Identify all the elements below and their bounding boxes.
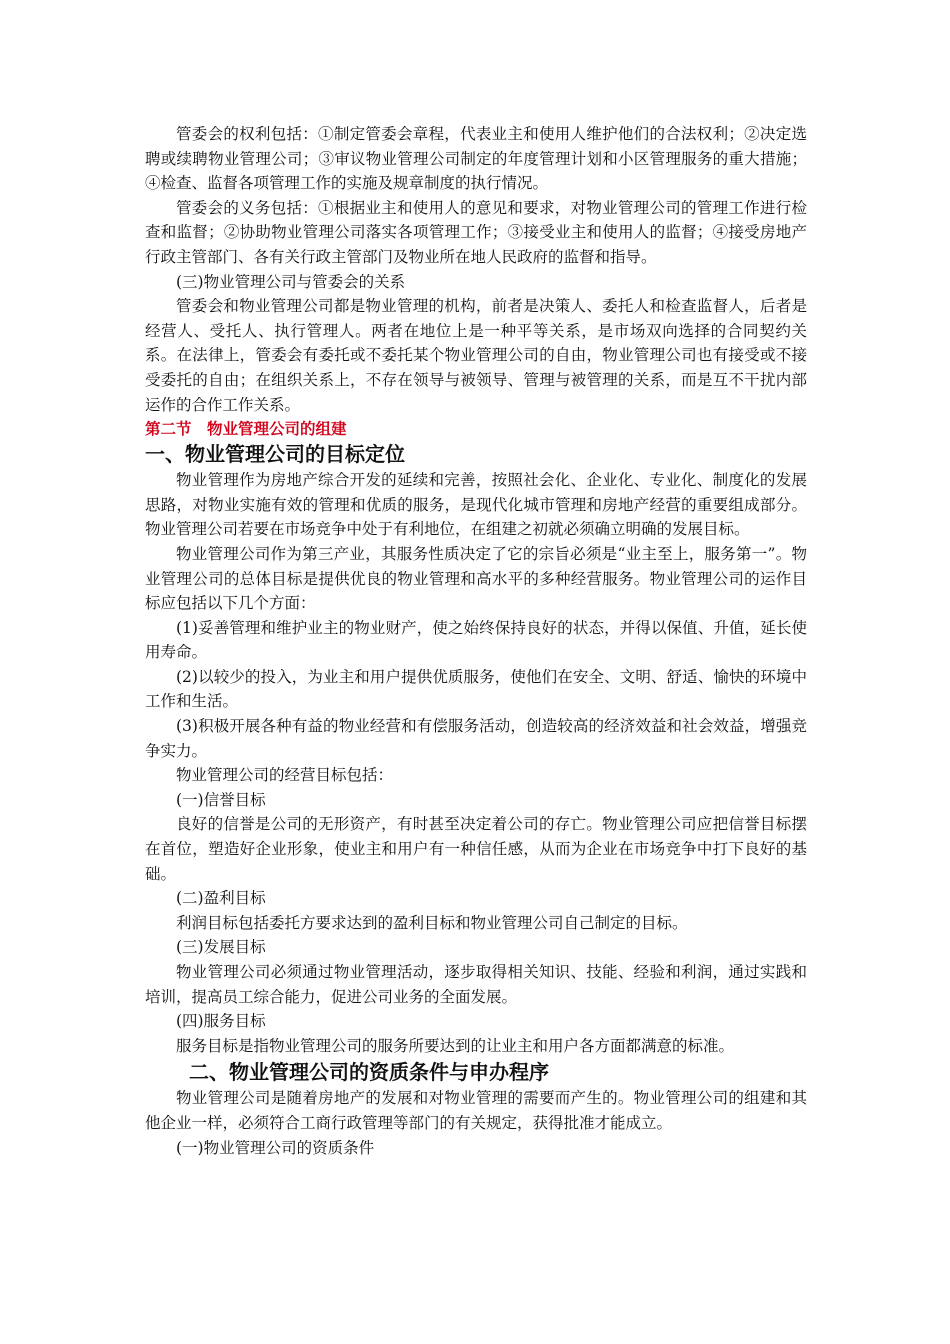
paragraph-tertiary-industry: 物业管理公司作为第三产业，其服务性质决定了它的宗旨必须是“业主至上，服务第一”。物业管理公司的总体目标是提供优良的物业管理和高水平的多种经营服务。物业管理公司的运作目标应包括以下几个方面： bbox=[145, 544, 807, 613]
list-item-2: (2)以较少的投入，为业主和用户提供优质服务，使他们在安全、文明、舒适、愉快的环境中工作和生活。 bbox=[145, 667, 807, 711]
section-heading: 第二节 物业管理公司的组建 bbox=[145, 420, 347, 439]
document-page bbox=[145, 122, 807, 1160]
paragraph-business-goals: 物业管理公司的经营目标包括： bbox=[176, 766, 394, 785]
heading-goal-positioning: 一、物业管理公司的目标定位 bbox=[145, 442, 405, 467]
paragraph-reputation: 良好的信誉是公司的无形资产，有时甚至决定着公司的存亡。物业管理公司应把信誉目标摆在首位，塑造好企业形象，使业主和用户有一种信任感，从而为企业在市场竞争中打下良好的基础。 bbox=[145, 815, 807, 883]
list-item-3: (3)积极开展各种有益的物业经营和有偿服务活动，创造较高的经济效益和社会效益，增强竞争实力。 bbox=[145, 717, 807, 760]
list-item-1: (1)妥善管理和维护业主的物业财产，使之始终保持良好的状态，并得以保值、升值，延长使用寿命。 bbox=[145, 618, 807, 662]
subheading-reputation: (一)信誉目标 bbox=[176, 790, 266, 809]
subheading-qualification-conditions: (一)物业管理公司的资质条件 bbox=[176, 1138, 375, 1157]
paragraph-goal-intro: 物业管理作为房地产综合开发的延续和完善，按照社会化、企业化、专业化、制度化的发展思路，对物业实施有效的管理和优质的服务，是现代化城市管理和房地产经营的重要组成部分。物业管理公司若要在市场竞争中处于有利地位，在组建之初就必须确立明确的发展目标。 bbox=[145, 471, 807, 539]
paragraph-committee-rights: 管委会的权利包括：①制定管委会章程，代表业主和使用人维护他们的合法权利；②决定选聘或续聘物业管理公司；③审议物业管理公司制定的年度管理计划和小区管理服务的重大措施；④检查、监督各项管理工作的实施及规章制度的执行情况。 bbox=[145, 125, 807, 193]
paragraph-service: 服务目标是指物业管理公司的服务所要达到的让业主和用户各方面都满意的标准。 bbox=[176, 1036, 735, 1055]
paragraph-committee-duties: 管委会的义务包括：①根据业主和使用人的意见和要求，对物业管理公司的管理工作进行检查和监督；②协助物业管理公司落实各项管理工作；③接受业主和使用人的监督；④接受房地产行政主管部门、各有关行政主管部门及物业所在地人民政府的监督和指导。 bbox=[145, 198, 807, 266]
paragraph-qualification-intro: 物业管理公司是随着房地产的发展和对物业管理的需要而产生的。物业管理公司的组建和其他企业一样，必须符合工商行政管理等部门的有关规定，获得批准才能成立。 bbox=[145, 1089, 807, 1132]
subheading-development: (三)发展目标 bbox=[176, 938, 266, 957]
paragraph-profit: 利润目标包括委托方要求达到的盈利目标和物业管理公司自己制定的目标。 bbox=[176, 913, 688, 932]
heading-qualification: 二、物业管理公司的资质条件与申办程序 bbox=[189, 1060, 549, 1085]
subheading-relationship: (三)物业管理公司与管委会的关系 bbox=[176, 272, 406, 291]
subheading-profit: (二)盈利目标 bbox=[176, 889, 266, 908]
paragraph-development: 物业管理公司必须通过物业管理活动，逐步取得相关知识、技能、经验和利润，通过实践和培训，提高员工综合能力，促进公司业务的全面发展。 bbox=[145, 963, 807, 1006]
paragraph-relationship: 管委会和物业管理公司都是物业管理的机构，前者是决策人、委托人和检查监督人，后者是经营人、受托人、执行管理人。两者在地位上是一种平等关系，是市场双向选择的合同契约关系。在法律上，管委会有委托或不委托某个物业管理公司的自由，物业管理公司也有接受或不接受委托的自由；在组织关系上，不存在领导与被领导、管理与被管理的关系，而是互不干扰内部运作的合作工作关系。 bbox=[145, 297, 807, 414]
subheading-service: (四)服务目标 bbox=[176, 1012, 266, 1031]
